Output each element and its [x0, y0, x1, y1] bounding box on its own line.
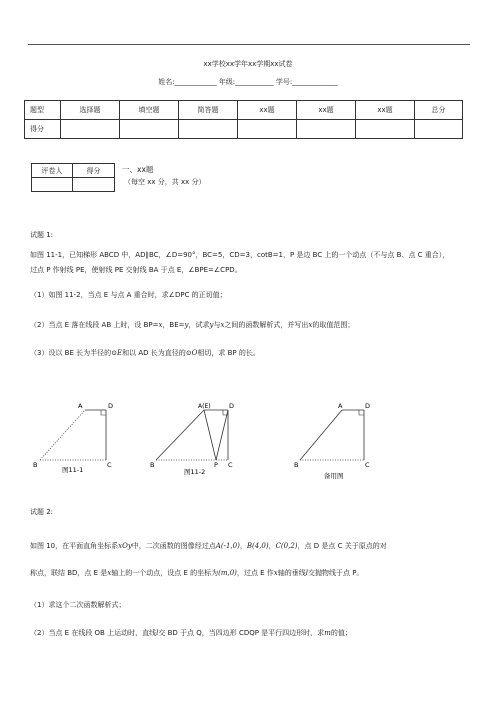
top-rule — [28, 44, 470, 45]
score-cell[interactable] — [356, 120, 415, 139]
point-c: C(0,2) — [275, 542, 298, 550]
var-x: x — [308, 321, 313, 329]
name-field[interactable]: ____________ — [174, 78, 217, 86]
q1-p2-text-d: 与 — [213, 321, 221, 329]
score-header-cell: 填空题 — [120, 101, 179, 120]
q2-label: 试题 2: — [30, 508, 54, 516]
q1-p3-text-a: （3）设以 BE 长为半径的 — [30, 349, 112, 357]
student-id-label: 学号: — [275, 78, 293, 86]
q2-part-1: （1）求这个二次函数解析式； — [30, 601, 126, 609]
score-header-cell: xx题 — [356, 101, 415, 120]
q2-part-2 — [30, 628, 352, 638]
label-a: A — [78, 402, 83, 410]
circle-o-symbol: ⊙O — [185, 349, 198, 357]
var-x: x — [107, 569, 112, 577]
var-x: x — [158, 321, 163, 329]
segment-ba — [40, 410, 85, 460]
score-header-cell: 题型 — [25, 101, 61, 120]
q2-p2-text-a: （2）当点 E 在线段 OB 上运动时，直线 — [30, 629, 157, 637]
name-label: 姓名: — [158, 78, 175, 86]
figure-11-1 — [30, 396, 130, 476]
section-title: 一、xx题 — [122, 165, 154, 174]
q1-p2-text-f: 的取值范围； — [312, 321, 355, 329]
score-cell[interactable] — [238, 120, 297, 139]
section-note: （每空 xx 分，共 xx 分） — [124, 178, 206, 186]
figure-caption: 图11-1 — [62, 466, 84, 474]
xoy-symbol: xOy — [118, 542, 132, 550]
score-cell[interactable] — [179, 120, 238, 139]
point-e: (m,0) — [218, 569, 237, 577]
label-b: B — [294, 461, 299, 469]
score-header-cell: xx题 — [238, 101, 297, 120]
var-y: y — [184, 321, 189, 329]
grader-label: 评卷人 — [32, 164, 73, 178]
label-d: D — [365, 402, 371, 410]
q2-l2-text-e: 交抛物线于点 P。 — [307, 569, 364, 577]
q1-stem-line-2: 过点 P 作射线 PE，使射线 PE 交射线 BA 于点 E，∠BPE=∠CPD。 — [30, 266, 242, 274]
segment-ba — [156, 410, 204, 460]
figure-caption: 图11-2 — [184, 468, 206, 476]
right-angle-mark — [101, 410, 106, 415]
var-l: l — [305, 569, 308, 577]
student-id-field[interactable]: _____________ — [292, 78, 338, 86]
q1-stem-line-1: 如图 11-1，已知梯形 ABCD 中，AD∥BC，∠D=90°，BC=5，CD=3，cotB=1，P 是边 BC 上的一个动点（不与点 B、点 C 重合）， — [30, 251, 450, 259]
q2-stem-line-1: 如图 10，在平面直角坐标系xOy中，二次函数的图像经过点A(-1,0)，B(4,0)，C(0,2)，点 D 是点 C 关于原点的对 — [30, 542, 387, 550]
student-info-line — [0, 77, 496, 87]
q1-p3-text-c: 相切，求 BP 的长。 — [197, 349, 260, 357]
label-d: D — [229, 402, 235, 410]
q1-p2-text-a: （2）当点 E 落在线段 AB 上时，设 BP= — [30, 321, 159, 329]
score-header-cell: xx题 — [297, 101, 356, 120]
q2-l2-text-a: 称点，联结 BD，点 E 是 — [30, 569, 108, 577]
point-a: A(-1,0) — [215, 542, 240, 550]
point-b: B(4,0) — [246, 542, 269, 550]
score-cell[interactable] — [297, 120, 356, 139]
q1-p2-text-e: 之间的函数解析式，并写出 — [224, 321, 309, 329]
var-l: l — [156, 629, 159, 637]
var-m: m — [324, 629, 331, 637]
label-c: C — [107, 461, 112, 469]
q2-p2-text-b: 交 BD 于点 Q，当四边形 CDQP 是平行四边形时，求 — [158, 629, 325, 637]
segment-ba — [300, 410, 342, 460]
q2-l2-text-d: 轴的垂线 — [277, 569, 306, 577]
q1-part-3 — [30, 348, 260, 358]
q2-l2-text-c: ，过点 E 作 — [236, 569, 274, 577]
grader-score-label: 得分 — [73, 164, 115, 178]
score-table-header-row — [25, 101, 463, 120]
figure-caption: 备用图 — [324, 472, 344, 480]
score-cell[interactable] — [120, 120, 179, 139]
var-x: x — [273, 569, 278, 577]
exam-title: xx学校xx学年xx学期xx试卷 — [203, 60, 293, 68]
grade-label: 年级: — [218, 78, 236, 86]
figure-11-2 — [148, 396, 243, 478]
label-a: A — [338, 402, 343, 410]
grader-table — [31, 163, 115, 192]
var-y: y — [209, 321, 214, 329]
label-b: B — [150, 461, 155, 469]
q2-l1-text-c: ，点 D 是点 C 关于原点的对 — [297, 542, 387, 550]
q2-p2-text-c: 的值； — [330, 629, 352, 637]
label-d: D — [108, 402, 114, 410]
q1-p2-text-b: ，BE= — [162, 321, 185, 329]
score-header-cell: 总分 — [415, 101, 463, 120]
label-b: B — [33, 461, 38, 469]
circle-e-symbol: ⊙E — [111, 349, 123, 357]
score-header-cell: 简答题 — [179, 101, 238, 120]
score-cell[interactable] — [415, 120, 463, 139]
segment-pd — [216, 410, 228, 460]
score-row-label: 得分 — [25, 120, 61, 139]
score-header-cell: 选择题 — [61, 101, 120, 120]
q1-p2-text-c: ，试求 — [188, 321, 210, 329]
label-c: C — [228, 461, 233, 469]
grade-field[interactable]: ___________ — [235, 78, 274, 86]
grader-score-cell[interactable] — [73, 178, 115, 192]
right-angle-mark — [359, 410, 364, 415]
q1-label: 试题 1: — [30, 231, 54, 239]
figure-spare — [290, 396, 385, 486]
score-table-score-row — [25, 120, 463, 139]
segment-ap — [204, 410, 216, 460]
score-cell[interactable] — [61, 120, 120, 139]
label-c: C — [365, 461, 370, 469]
label-p: P — [214, 461, 218, 469]
q1-p3-text-b: 和以 AD 长为直径的 — [122, 349, 186, 357]
q2-l1-text-b: 中，二次函数的图像经过点 — [131, 542, 216, 550]
label-a-e: A(E) — [198, 403, 211, 410]
q2-stem-line-2 — [30, 568, 363, 578]
var-x: x — [220, 321, 225, 329]
q2-l2-text-b: 轴上的一个动点，设点 E 的坐标为 — [111, 569, 219, 577]
q2-l1-text-a: 如图 10，在平面直角坐标系 — [30, 542, 119, 550]
q1-part-1: （1）如图 11-2，当点 E 与点 A 重合时，求∠DPC 的正切值； — [30, 291, 227, 299]
score-table — [24, 100, 463, 139]
grader-cell[interactable] — [32, 178, 73, 192]
q1-part-2 — [30, 320, 354, 330]
